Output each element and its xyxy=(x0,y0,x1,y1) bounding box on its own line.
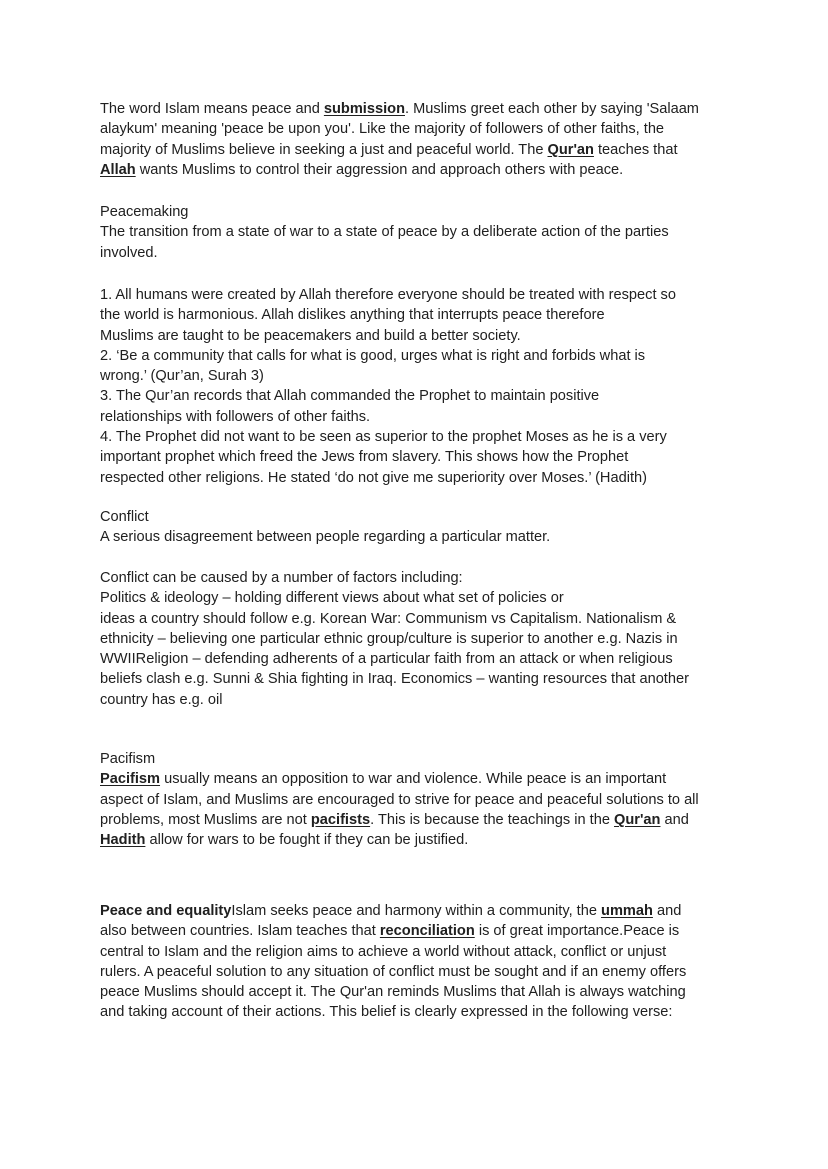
peacemaking-point-line: 2. ‘Be a community that calls for what is good, urges what is right and forbids what is xyxy=(100,347,646,364)
peacemaking-point-line: 1. All humans were created by Allah therefore everyone should be treated with respect so xyxy=(100,287,676,303)
pacifism-line-2: aspect of Islam, and Muslims are encouraged to strive for peace and peaceful solutions to all xyxy=(100,791,699,808)
pacifism-line-3: problems, most Muslims are not pacifists. This is because the teachings in the Qur'an and xyxy=(100,811,689,828)
conflict-causes xyxy=(100,568,740,710)
intro-line-1: The word Islam means peace and submission. Muslims greet each other by saying 'Salaam xyxy=(100,101,699,117)
intro-line-3: majority of Muslims believe in seeking a just and peaceful world. The Qur'an teaches that xyxy=(100,141,678,158)
peacemaking-definition-line-1: The transition from a state of war to a state of peace by a deliberate action of the parties xyxy=(100,224,669,241)
intro-line-2: alaykum' meaning 'peace be upon you'. Like the majority of followers of other faiths, the xyxy=(100,121,665,138)
equality-heading: Peace and equality xyxy=(100,903,232,919)
equality-line-1: Peace and equalityIslam seeks peace and harmony within a community, the ummah and xyxy=(100,903,682,919)
term-quran-2[interactable]: Qur'an xyxy=(614,811,661,828)
peacemaking-section xyxy=(100,202,740,263)
peacemaking-definition-line-2: involved. xyxy=(100,244,158,261)
pacifism-line-4: Hadith allow for wars to be fought if they can be justified. xyxy=(100,832,469,849)
term-pacifists[interactable]: pacifists xyxy=(310,811,371,828)
peacemaking-point-line: important prophet which freed the Jews from slavery. This shows how the Prophet xyxy=(100,449,629,466)
peacemaking-point-line: 4. The Prophet did not want to be seen as superior to the prophet Moses as he is a very xyxy=(100,429,667,446)
peacemaking-points xyxy=(100,285,740,488)
equality-line-3: central to Islam and the religion aims to achieve a world without attack, conflict or unjust xyxy=(100,943,667,960)
peacemaking-point-line: respected other religions. He stated ‘do not give me superiority over Moses.’ (Hadith) xyxy=(100,469,647,486)
equality-line-6: and taking account of their actions. This belief is clearly expressed in the following verse: xyxy=(100,1004,673,1021)
equality-section xyxy=(100,901,740,1023)
peacemaking-heading: Peacemaking xyxy=(100,204,189,220)
conflict-cause-line: beliefs clash e.g. Sunni & Shia fighting in Iraq. Economics – wanting resources that another xyxy=(100,671,689,688)
term-allah[interactable]: Allah xyxy=(100,161,136,178)
equality-line-4: rulers. A peaceful solution to any situation of conflict must be sought and if an enemy offers xyxy=(100,963,687,980)
intro-line-4: Allah wants Muslims to control their aggression and approach others with peace. xyxy=(100,161,624,178)
peacemaking-point-line: relationships with followers of other faiths. xyxy=(100,408,371,425)
peacemaking-point-line: wrong.’ (Qur’an, Surah 3) xyxy=(100,368,264,385)
conflict-section xyxy=(100,507,740,548)
conflict-heading: Conflict xyxy=(100,509,149,525)
term-ummah[interactable]: ummah xyxy=(601,903,653,919)
peacemaking-point-line: 3. The Qur’an records that Allah commanded the Prophet to maintain positive xyxy=(100,388,600,405)
pacifism-section xyxy=(100,749,740,850)
intro-paragraph xyxy=(100,99,740,180)
term-reconciliation[interactable]: reconciliation xyxy=(379,923,475,940)
conflict-cause-line: Conflict can be caused by a number of factors including: xyxy=(100,570,463,586)
conflict-cause-line: country has e.g. oil xyxy=(100,691,223,708)
peacemaking-point-line: the world is harmonious. Allah dislikes anything that interrupts peace therefore xyxy=(100,307,605,324)
conflict-cause-line: ideas a country should follow e.g. Korean War: Communism vs Capitalism. Nationalism & xyxy=(100,610,677,627)
conflict-cause-line: ethnicity – believing one particular ethnic group/culture is superior to another e.g. Nazis in xyxy=(100,630,678,647)
pacifism-line-1: Pacifism usually means an opposition to war and violence. While peace is an important xyxy=(100,771,667,788)
conflict-cause-line: WWIIReligion – defending adherents of a particular faith from an attack or when religious xyxy=(100,651,673,668)
term-hadith[interactable]: Hadith xyxy=(100,832,146,849)
pacifism-heading: Pacifism xyxy=(100,751,156,767)
conflict-cause-line: Politics & ideology – holding different views about what set of policies or xyxy=(100,590,564,607)
term-pacifism[interactable]: Pacifism xyxy=(100,771,161,788)
equality-line-5: peace Muslims should accept it. The Qur'an reminds Muslims that Allah is always watching xyxy=(100,984,686,1001)
peacemaking-point-line: Muslims are taught to be peacemakers and build a better society. xyxy=(100,327,521,344)
term-quran[interactable]: Qur'an xyxy=(547,141,594,158)
conflict-definition: A serious disagreement between people regarding a particular matter. xyxy=(100,529,551,546)
equality-line-2: also between countries. Islam teaches that reconciliation is of great importance.Peace is xyxy=(100,923,680,940)
term-submission[interactable]: submission xyxy=(323,101,405,117)
